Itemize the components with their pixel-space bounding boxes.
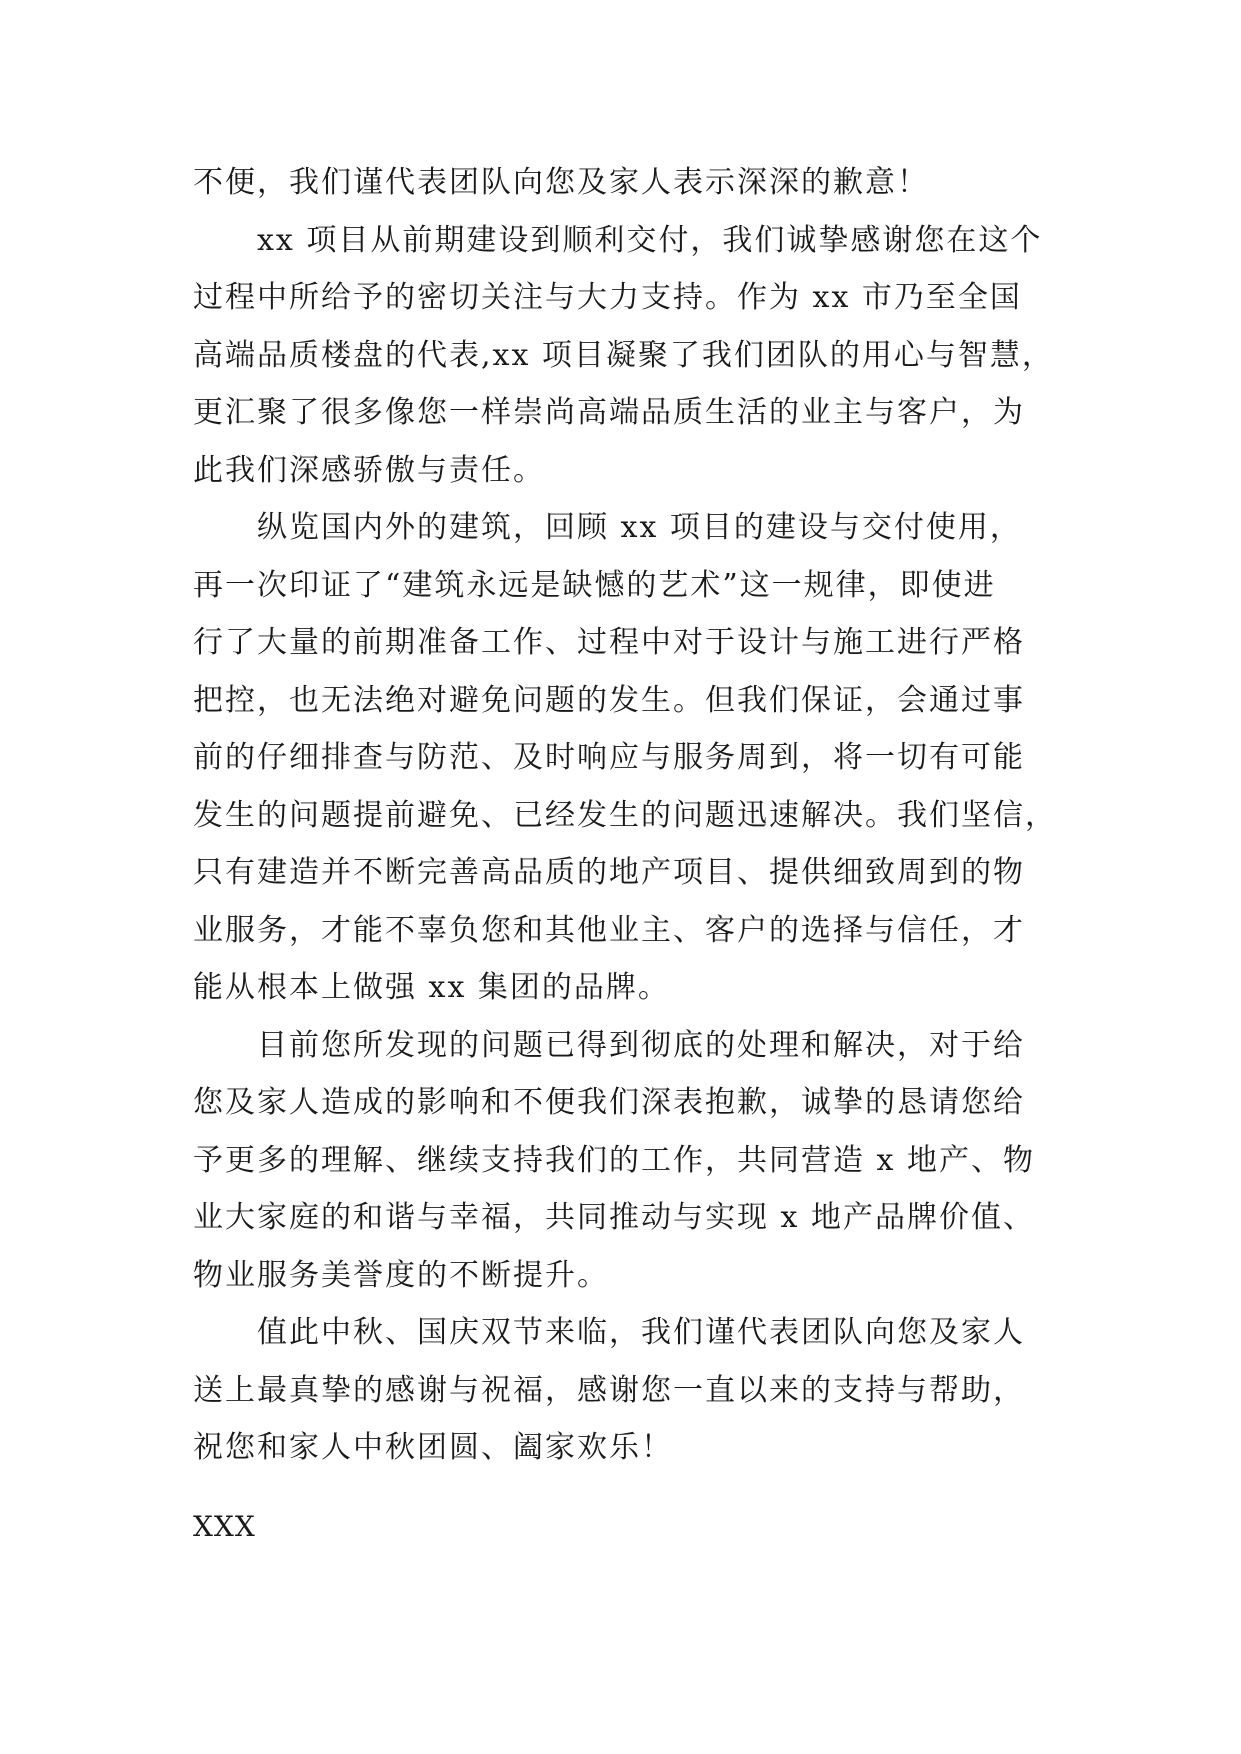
text-line: 物业服务美誉度的不断提升。 (193, 1257, 609, 1293)
text-line: 更汇聚了很多像您一样崇尚高端品质生活的业主与客户，为 (193, 395, 1025, 430)
letter-body (193, 154, 1063, 1477)
text-line: 您及家人造成的影响和不便我们深表抱歉，诚挚的恳请您给 (193, 1085, 1025, 1120)
text-line: 把控，也无法绝对避免问题的发生。但我们保证，会通过事 (193, 682, 1025, 718)
text-line: 予更多的理解、继续支持我们的工作，共同营造 x 地产、物 (193, 1142, 1035, 1178)
text-line: 纵览国内外的建筑，回顾 xx 项目的建设与交付使用， (257, 510, 1022, 545)
text-line: 高端品质楼盘的代表,xx 项目凝聚了我们团队的用心与智慧， (193, 337, 1054, 373)
text-line: 业大家庭的和谐与幸福，共同推动与实现 x 地产品牌价值、 (193, 1200, 1035, 1235)
text-line: 前的仔细排查与防范、及时响应与服务周到，将一切有可能 (193, 740, 1025, 775)
text-line: 目前您所发现的问题已得到彻底的处理和解决，对于给 (257, 1027, 1025, 1063)
text-line: 送上最真挚的感谢与祝福，感谢您一直以来的支持与帮助， (193, 1372, 1025, 1408)
text-line: 能从根本上做强 xx 集团的品牌。 (193, 970, 670, 1005)
text-line: 只有建造并不断完善高品质的地产项目、提供细致周到的物 (193, 855, 1025, 890)
text-line: 发生的问题提前避免、已经发生的问题迅速解决。我们坚信， (193, 797, 1057, 833)
text-line: 值此中秋、国庆双节来临，我们谨代表团队向您及家人 (257, 1315, 1025, 1350)
text-line: 此我们深感骄傲与责任。 (193, 452, 545, 488)
text-line: 行了大量的前期准备工作、过程中对于设计与施工进行严格 (193, 625, 1025, 660)
signature: XXX (193, 1510, 256, 1543)
text-line: 过程中所给予的密切关注与大力支持。作为 xx 市乃至全国 (193, 280, 1022, 315)
text-line: 业服务，才能不辜负您和其他业主、客户的选择与信任，才 (193, 912, 1025, 948)
text-line: 再一次印证了“建筑永远是缺憾的艺术”这一规律，即使进 (193, 567, 996, 603)
text-line: xx 项目从前期建设到顺利交付，我们诚挚感谢您在这个 (257, 222, 1043, 258)
text-line: 祝您和家人中秋团圆、阖家欢乐！ (193, 1430, 673, 1465)
text-line: 不便，我们谨代表团队向您及家人表示深深的歉意！ (193, 165, 929, 200)
